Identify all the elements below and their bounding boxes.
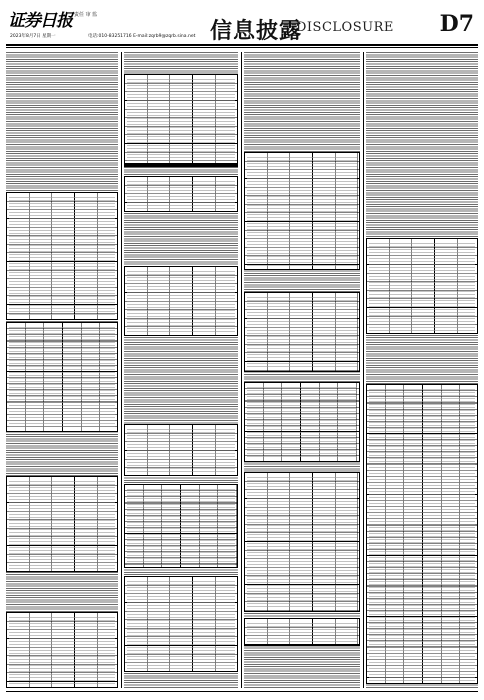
disclosure-table [6,476,118,572]
column-divider [121,52,122,688]
column-2 [124,52,238,688]
issue-date: 2023年8月7日 星期一 [10,34,56,39]
column-1 [6,52,118,688]
footer-rule [6,691,478,692]
disclosure-table [366,238,478,334]
disclosure-table [244,618,360,646]
disclosure-table [6,192,118,320]
masthead-rule [6,44,478,46]
disclosure-table [244,382,360,462]
disclosure-table [124,484,238,568]
column-divider [363,52,364,688]
disclosure-table [6,322,118,432]
disclosure-table [244,292,360,372]
contact-line: 电话:010-83251716 E-mail:zqrb9@zqrb.sina.net [88,34,196,39]
newspaper-logo: 证券日报 [8,11,72,31]
disclosure-table [124,266,238,336]
disclosure-table [124,176,238,212]
disclosure-table [244,472,360,612]
section-title-english: DISCLOSURE [296,20,394,35]
disclosure-table [124,74,238,164]
disclosure-table [366,384,478,684]
column-4 [366,52,478,688]
edition-editors: 责任 审 监 [74,12,98,18]
column-divider [241,52,242,688]
disclosure-table [244,152,360,270]
disclosure-table [124,576,238,672]
page-number: D7 [439,11,474,37]
section-title: 信息披露 [210,18,303,44]
column-3 [244,52,360,688]
section-heading [124,164,238,167]
disclosure-table [124,424,238,476]
disclosure-table [6,612,118,688]
masthead [6,4,478,44]
masthead-rule-thin [6,47,478,48]
